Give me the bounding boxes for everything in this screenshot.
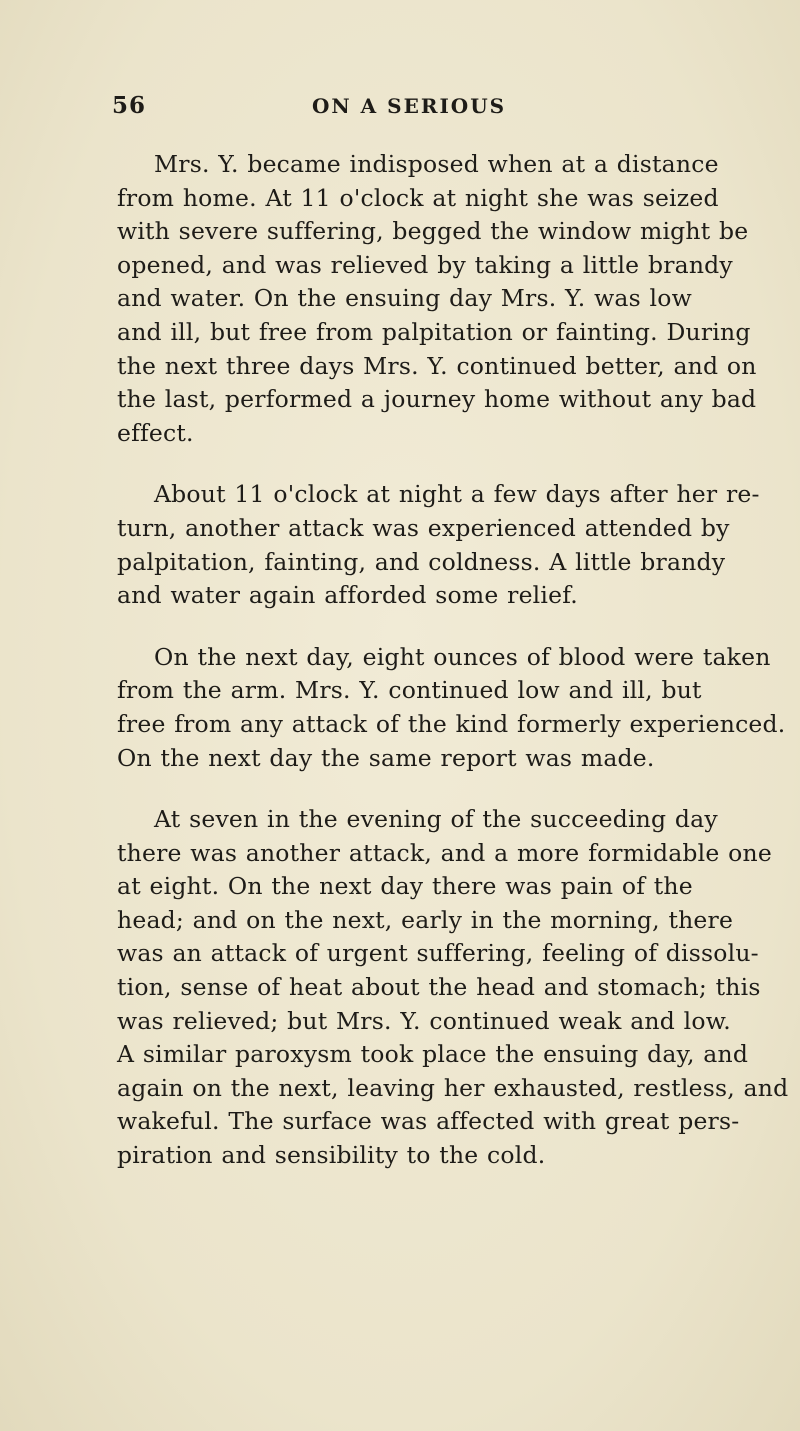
text-line: was relieved; but Mrs. Y. continued weak and low. (117, 1006, 731, 1035)
paragraph-3 (117, 641, 786, 775)
text-line: free from any attack of the kind formerly experienced. (117, 709, 786, 738)
text-line: turn, another attack was experienced attended by (117, 513, 730, 542)
text-line: the next three days Mrs. Y. continued better, and on (117, 351, 757, 380)
running-head: ON A SERIOUS (312, 94, 507, 118)
text-line: At seven in the evening of the succeeding day (154, 805, 718, 834)
text-line: About 11 o'clock at night a few days after her re- (154, 480, 760, 509)
paragraph-4 (117, 803, 789, 1173)
text-line: and water. On the ensuing day Mrs. Y. was low (117, 284, 692, 313)
text-line: again on the next, leaving her exhausted, restless, and (117, 1073, 789, 1102)
paragraph-1 (117, 148, 757, 450)
text-line: On the next day the same report was made. (117, 743, 655, 772)
text-line: head; and on the next, early in the morning, there (117, 905, 734, 934)
text-line: palpitation, fainting, and coldness. A little brandy (117, 547, 726, 576)
text-line: the last, performed a journey home without any bad (117, 385, 757, 414)
text-line: from home. At 11 o'clock at night she was seized (117, 183, 719, 212)
text-line: at eight. On the next day there was pain of the (117, 872, 693, 901)
text-line: from the arm. Mrs. Y. continued low and ill, but (117, 676, 702, 705)
page-header (112, 92, 652, 122)
page-number: 56 (112, 92, 147, 119)
text-line: piration and sensibility to the cold. (117, 1141, 546, 1170)
text-line: tion, sense of heat about the head and stomach; this (117, 973, 761, 1002)
body-text (117, 148, 789, 1201)
text-line: effect. (117, 418, 194, 447)
paragraph-2 (117, 478, 760, 612)
text-line: Mrs. Y. became indisposed when at a distance (154, 150, 719, 178)
text-line: and water again afforded some relief. (117, 581, 578, 610)
text-line: A similar paroxysm took place the ensuing day, and (117, 1040, 749, 1069)
text-line: was an attack of urgent suffering, feeling of dissolu- (117, 939, 759, 968)
text-line: and ill, but free from palpitation or fainting. During (117, 317, 751, 346)
text-line: opened, and was relieved by taking a little brandy (117, 250, 733, 279)
text-line: wakeful. The surface was affected with great pers- (117, 1107, 740, 1136)
text-line: with severe suffering, begged the window might be (117, 217, 749, 246)
text-line: On the next day, eight ounces of blood were taken (154, 642, 771, 671)
text-line: there was another attack, and a more formidable one (117, 838, 772, 867)
